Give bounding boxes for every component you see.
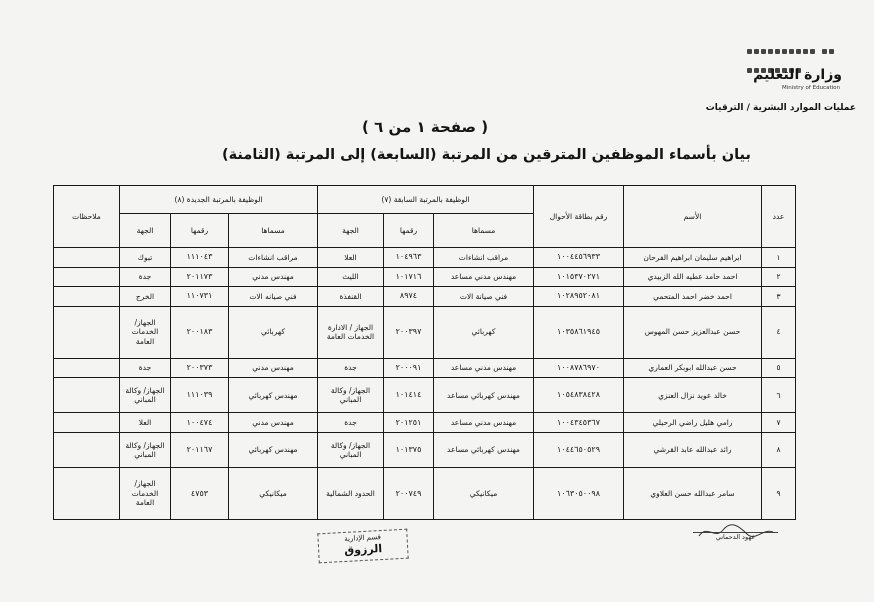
id-card: ١٠٥٤٨٣٨٤٢٨ (534, 378, 624, 413)
employee-name: احمد خضر احمد المتحمي (624, 287, 762, 307)
new-number: ١١١٠٤٣ (171, 248, 229, 268)
new-entity: جدة (120, 267, 171, 287)
table-row (54, 413, 796, 433)
prev-entity: القنفذة (318, 287, 384, 307)
prev-entity: جدة (318, 413, 384, 433)
table-row (54, 468, 796, 520)
header-new-group: الوظيفة بالمرتبة الجديدة (٨) (120, 186, 318, 214)
employee-name: رامي هليل راضي الرحيلي (624, 413, 762, 433)
new-entity: الخرج (120, 287, 171, 307)
new-title: مهندس مدني (229, 413, 318, 433)
employee-name: خالد عويد نزال العنزي (624, 378, 762, 413)
new-title: مهندس كهربائي (229, 378, 318, 413)
header-name: الأسم (624, 186, 762, 248)
prev-entity: الجهاز/ وكالة المباني (318, 378, 384, 413)
prev-entity: الجهاز/ وكالة المباني (318, 432, 384, 467)
header-prev-number: رقمها (384, 214, 434, 248)
table-row (54, 378, 796, 413)
id-card: ١٠١٥٣٧٠٢٧١ (534, 267, 624, 287)
prev-title: مهندس كهربائي مساعد (434, 432, 534, 467)
new-number: ١١٠٧٣١ (171, 287, 229, 307)
promotions-table (53, 185, 796, 520)
id-card: ١٠٠٤٤٥٦٩٣٣ (534, 248, 624, 268)
new-title: فني صيانه الات (229, 287, 318, 307)
table-row (54, 432, 796, 467)
new-number: ٢٠١١٦٧ (171, 432, 229, 467)
logo-mark-icon (746, 40, 836, 60)
row-number: ٧ (762, 413, 796, 433)
id-card: ١٠٣٥٨٦١٩٤٥ (534, 306, 624, 358)
new-entity: الجهاز/الخدمات العامة (120, 468, 171, 520)
new-entity: تبوك (120, 248, 171, 268)
new-number: ٤٧٥٣ (171, 468, 229, 520)
prev-title: فني صيانة الات (434, 287, 534, 307)
ministry-logo (698, 40, 848, 100)
header-new-title: مسماها (229, 214, 318, 248)
prev-entity: الجهاز / الادارة الخدمات العامة (318, 306, 384, 358)
prev-entity: العلا (318, 248, 384, 268)
table-row (54, 358, 796, 378)
prev-number: ٢٠٠٣٩٧ (384, 306, 434, 358)
new-title: مهندس كهربائي (229, 432, 318, 467)
table-row (54, 248, 796, 268)
new-title: مهندس مدني (229, 267, 318, 287)
row-number: ٦ (762, 378, 796, 413)
id-card: ١٠٠٤٣٤٥٣٦٧ (534, 413, 624, 433)
new-number: ٢٠٠١٨٣ (171, 306, 229, 358)
prev-title: مهندس مدني مساعد (434, 358, 534, 378)
employee-name: احمد حامد عطيه الله الزبيدي (624, 267, 762, 287)
row-number: ٥ (762, 358, 796, 378)
row-number: ٣ (762, 287, 796, 307)
notes (54, 306, 120, 358)
header-prev-entity: الجهة (318, 214, 384, 248)
header-new-entity: الجهة (120, 214, 171, 248)
new-number: ٢٠٠٣٧٣ (171, 358, 229, 378)
employee-name: سامر عبدالله حسن العلاوي (624, 468, 762, 520)
row-number: ٩ (762, 468, 796, 520)
prev-title: مهندس مدني مساعد (434, 413, 534, 433)
notes (54, 432, 120, 467)
row-number: ٢ (762, 267, 796, 287)
row-number: ٨ (762, 432, 796, 467)
new-entity: الجهاز/الخدمات العامة (120, 306, 171, 358)
signature-label: عهود الدحماني (715, 533, 756, 541)
prev-number: ١٠١٤١٤ (384, 378, 434, 413)
header-num: عدد (762, 186, 796, 248)
department-stamp (317, 529, 408, 564)
prev-title: مهندس مدني مساعد (434, 267, 534, 287)
employee-name: حسن عبدالعزيز حسن المهوس (624, 306, 762, 358)
prev-number: ٢٠٠٧٤٩ (384, 468, 434, 520)
new-entity: الجهاز/ وكالة المباني (120, 378, 171, 413)
new-entity: جدة (120, 358, 171, 378)
ministry-name-en: Ministry of Education (781, 85, 840, 91)
new-entity: الجهاز/ وكالة المباني (120, 432, 171, 467)
notes (54, 358, 120, 378)
signature-block (693, 530, 778, 541)
new-title: ميكانيكي (229, 468, 318, 520)
header-prev-title: مسماها (434, 214, 534, 248)
department-label: عمليات الموارد البشرية / الترقيات (705, 103, 856, 113)
prev-number: ١٠٤٩٦٣ (384, 248, 434, 268)
new-number: ١٠٠٤٧٤ (171, 413, 229, 433)
new-entity: العلا (120, 413, 171, 433)
employee-name: حسن عبدالله ابوبكر العماري (624, 358, 762, 378)
new-title: مهندس مدني (229, 358, 318, 378)
stamp-line-2: الرزوق (343, 542, 383, 557)
id-card: ١٠٠٨٧٨٦٩٧٠ (534, 358, 624, 378)
prev-title: مهندس كهربائي مساعد (434, 378, 534, 413)
id-card: ١٠٦٣٠٥٠٠٩٨ (534, 468, 624, 520)
id-card: ١٠٢٨٩٥٢٠٨١ (534, 287, 624, 307)
notes (54, 378, 120, 413)
table-row (54, 267, 796, 287)
row-number: ٤ (762, 306, 796, 358)
header-notes: ملاحظات (54, 186, 120, 248)
header-prev-group: الوظيفة بالمرتبة السابقة (٧) (318, 186, 534, 214)
stamp-line-1: قسم الإدارية (344, 533, 382, 543)
row-number: ١ (762, 248, 796, 268)
header-new-number: رقمها (171, 214, 229, 248)
new-title: مراقب انشاءات (229, 248, 318, 268)
document-title: بيان بأسماء الموظفين المترقين من المرتبة (السابعة) إلى المرتبة (الثامنة) (222, 147, 751, 163)
signature-scribble-icon (693, 520, 778, 542)
page-indicator: ( صفحة ١ من ٦ ) (362, 118, 489, 136)
header-card: رقم بطاقة الأحوال (534, 186, 624, 248)
prev-number: ١٠١٣٧٥ (384, 432, 434, 467)
id-card: ١٠٤٤٦٥٠٥٢٩ (534, 432, 624, 467)
employee-name: رائد عبدالله عابد القرشي (624, 432, 762, 467)
notes (54, 248, 120, 268)
notes (54, 413, 120, 433)
prev-title: ميكانيكي (434, 468, 534, 520)
new-number: ٢٠١١٧٣ (171, 267, 229, 287)
notes (54, 267, 120, 287)
employee-name: ابراهيم سليمان ابراهيم الفرحان (624, 248, 762, 268)
prev-entity: الليث (318, 267, 384, 287)
prev-entity: الحدود الشمالية (318, 468, 384, 520)
prev-title: كهربائي (434, 306, 534, 358)
prev-number: ٨٩٧٤ (384, 287, 434, 307)
table-row (54, 287, 796, 307)
new-number: ١١١٠٣٩ (171, 378, 229, 413)
prev-number: ١٠١٧١٦ (384, 267, 434, 287)
ministry-name-ar: وزارة التعليم (753, 67, 842, 83)
prev-entity: جدة (318, 358, 384, 378)
notes (54, 287, 120, 307)
table-row (54, 306, 796, 358)
prev-number: ٢٠١٢٥١ (384, 413, 434, 433)
prev-title: مراقب انشاءات (434, 248, 534, 268)
notes (54, 468, 120, 520)
prev-number: ٢٠٠٠٩١ (384, 358, 434, 378)
new-title: كهربائي (229, 306, 318, 358)
